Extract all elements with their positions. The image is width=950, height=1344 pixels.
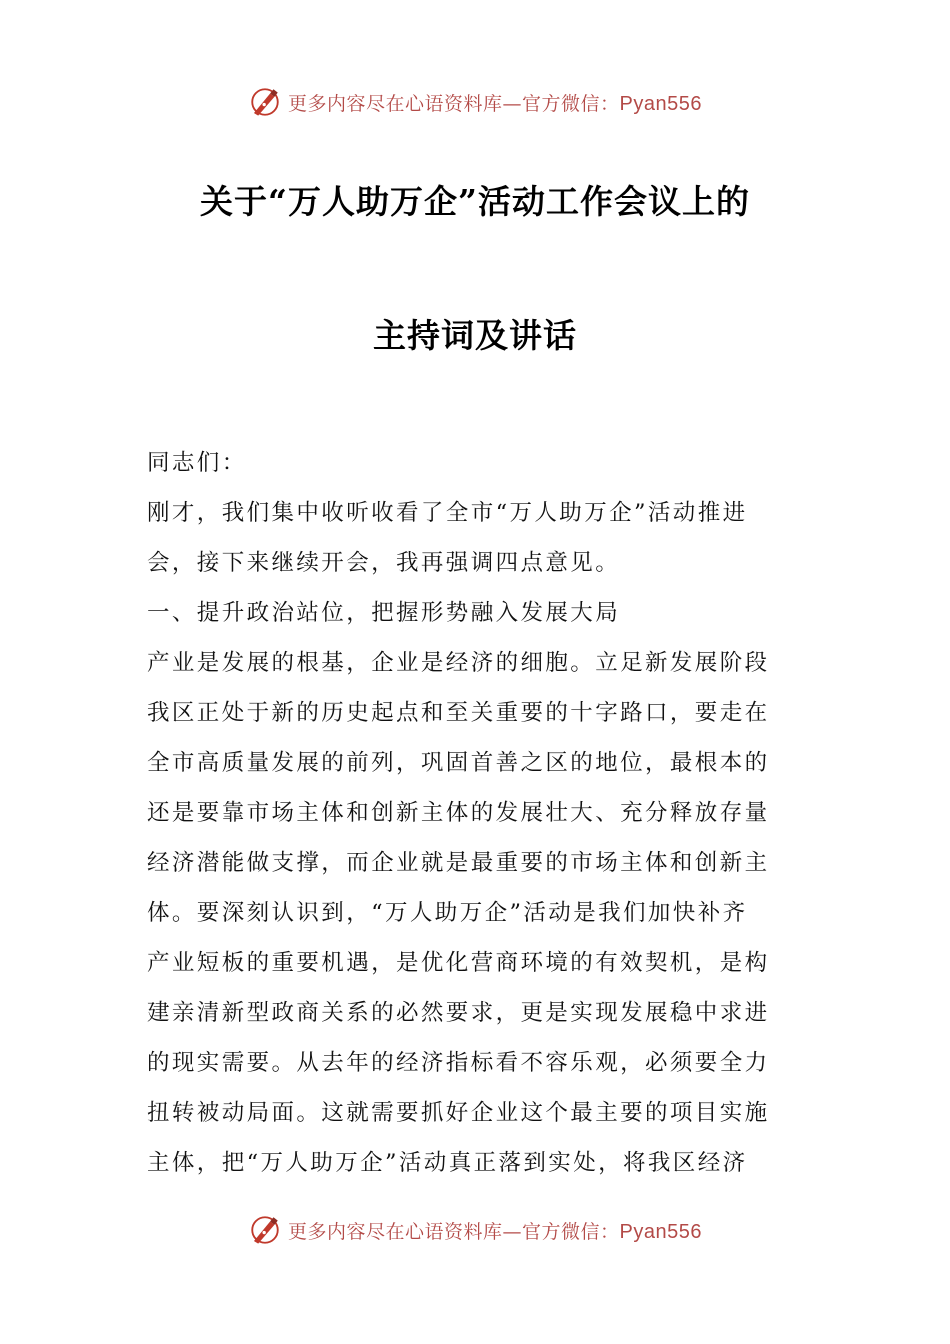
body-line: 会，接下来继续开会，我再强调四点意见。 (147, 550, 621, 576)
header-banner (0, 82, 950, 122)
body-line: 刚才，我们集中收听收看了全市“万人助万企”活动推进 (147, 500, 748, 526)
footer-wechat-id: Pyan556 (619, 1220, 702, 1243)
body-line: 体。要深刻认识到，“万人助万企”活动是我们加快补齐 (147, 900, 748, 926)
body-line: 建亲清新型政商关系的必然要求，更是实现发展稳中求进 (147, 1000, 770, 1026)
body-line: 的现实需要。从去年的经济指标看不容乐观，必须要全力 (147, 1050, 770, 1076)
body-line: 经济潜能做支撑，而企业就是最重要的市场主体和创新主 (147, 850, 770, 876)
body-line: 产业是发展的根基，企业是经济的细胞。立足新发展阶段 (147, 650, 770, 676)
footer-banner-content (248, 1213, 702, 1247)
pen-nib-logo-icon (248, 1213, 282, 1247)
footer-banner-label: 更多内容尽在心语资料库—官方微信：Pyan556 (288, 1220, 702, 1243)
document-title-line-1: 关于“万人助万企”活动工作会议上的 (200, 182, 750, 221)
body-line: 同志们： (147, 450, 247, 476)
body-line: 产业短板的重要机遇，是优化营商环境的有效契机，是构 (147, 950, 770, 976)
header-banner-label: 更多内容尽在心语资料库—官方微信：Pyan556 (288, 92, 702, 115)
body-line: 扭转被动局面。这就需要抓好企业这个最主要的项目实施 (147, 1100, 770, 1126)
pen-nib-logo-icon (248, 85, 282, 119)
footer-banner (0, 1210, 950, 1250)
header-banner-content (248, 85, 702, 119)
body-line: 我区正处于新的历史起点和至关重要的十字路口，要走在 (147, 700, 770, 726)
body-line: 还是要靠市场主体和创新主体的发展壮大、充分释放存量 (147, 800, 770, 826)
body-line: 全市高质量发展的前列，巩固首善之区的地位，最根本的 (147, 750, 770, 776)
header-wechat-id: Pyan556 (619, 92, 702, 115)
body-line: 主体，把“万人助万企”活动真正落到实处，将我区经济 (147, 1150, 748, 1176)
section-heading: 一、提升政治站位，把握形势融入发展大局 (147, 600, 621, 626)
document-title-line-2: 主持词及讲话 (373, 316, 577, 355)
document-body (147, 438, 807, 1188)
